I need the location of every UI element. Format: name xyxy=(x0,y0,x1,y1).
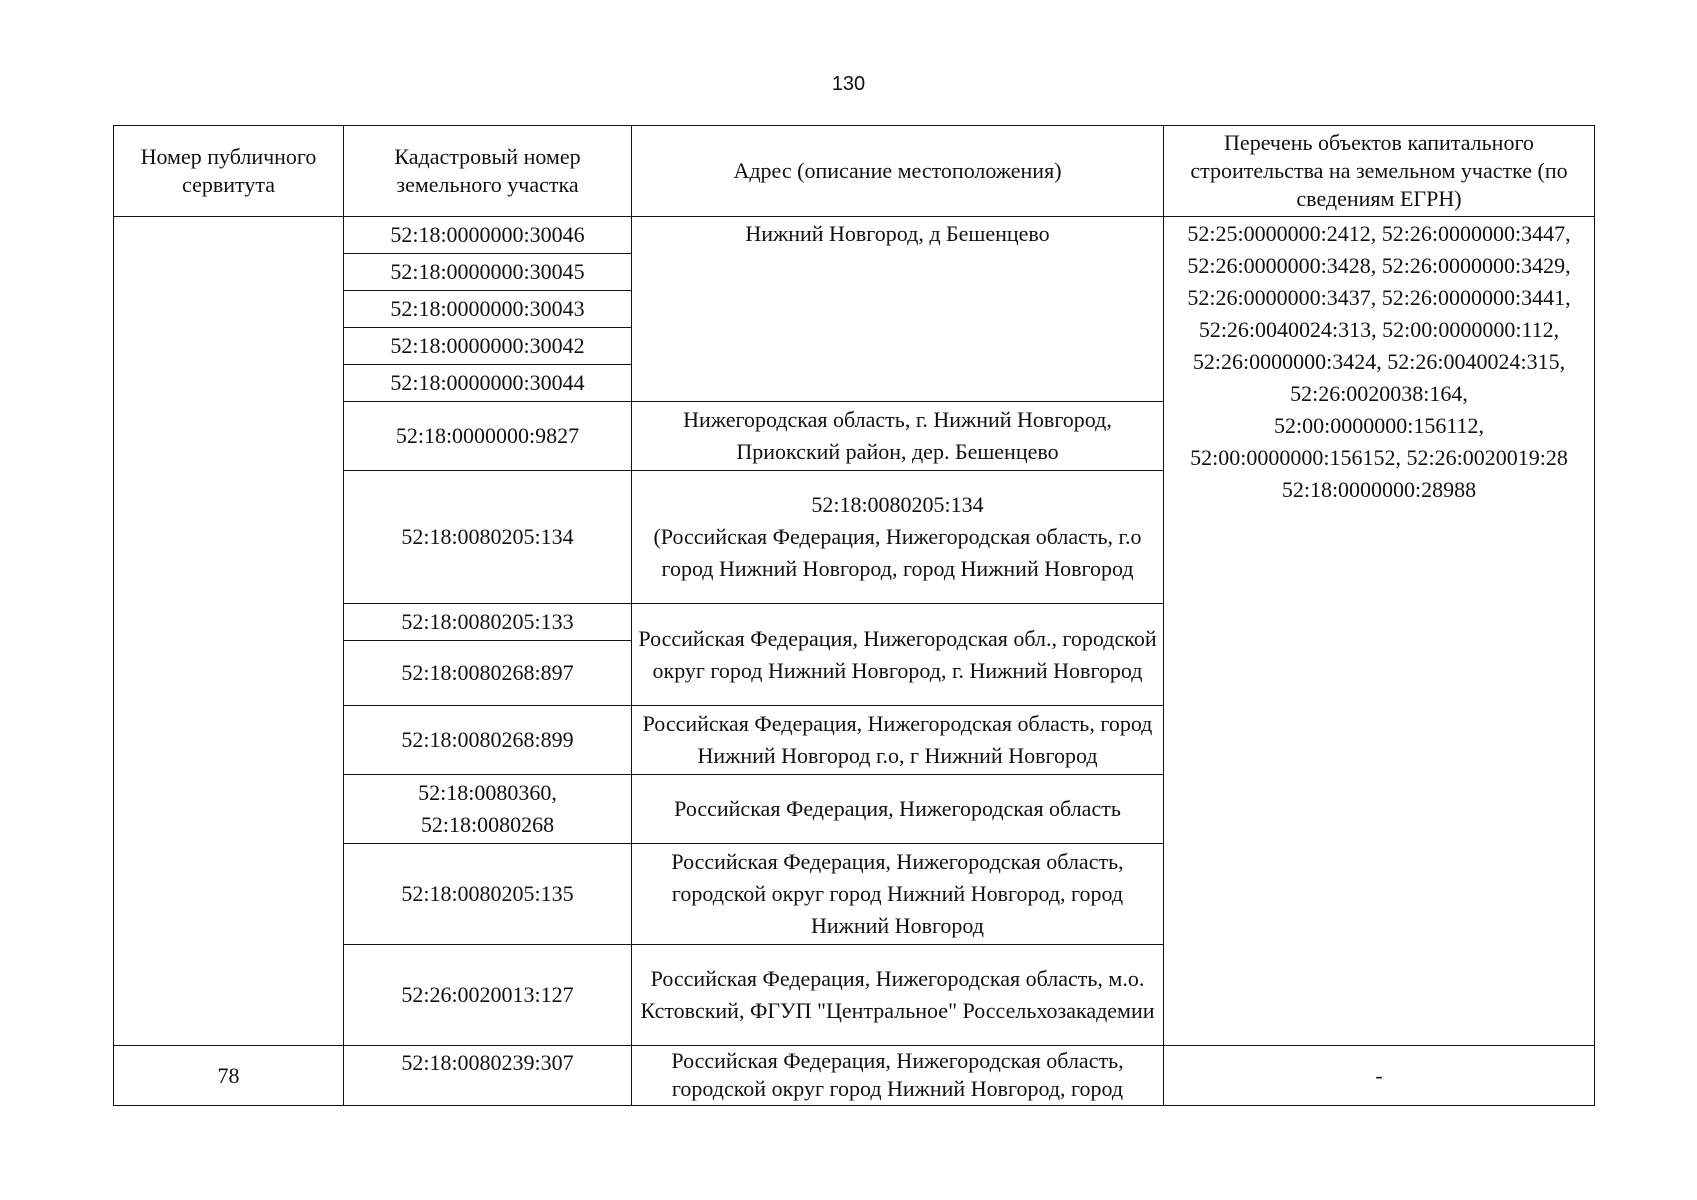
objects-line: 52:25:0000000:2412, 52:26:0000000:3447, xyxy=(1187,221,1571,246)
header-servitude-number: Номер публичного сервитута xyxy=(114,126,344,217)
header-address: Адрес (описание местоположения) xyxy=(632,126,1164,217)
cadastral-cell: 52:18:0000000:9827 xyxy=(344,402,632,471)
objects-line: 52:18:0000000:28988 xyxy=(1281,477,1477,502)
address-cell xyxy=(632,471,1164,604)
cadastral-cell: 52:18:0080268:897 xyxy=(344,641,632,706)
table-row xyxy=(114,1046,1595,1106)
cadastral-cell: 52:26:0020013:127 xyxy=(344,945,632,1046)
servitude-number-cell xyxy=(114,217,344,1046)
header-row xyxy=(114,126,1595,217)
cadastral-cell: 52:18:0080205:135 xyxy=(344,844,632,945)
cadastral-cell: 52:18:0080268:899 xyxy=(344,706,632,775)
cadastral-cell: 52:18:0000000:30042 xyxy=(344,328,632,365)
address-cell: Российская Федерация, Нижегородская обл., городской округ город Нижний Новгород, г. Нижний Новгород xyxy=(632,604,1164,706)
cadastral-cell: 52:18:0080205:133 xyxy=(344,604,632,641)
objects-line: 52:26:0000000:3428, 52:26:0000000:3429, xyxy=(1187,253,1571,278)
cadastral-line: 52:18:0080360, xyxy=(418,780,557,805)
cadastral-cell: 52:18:0000000:30043 xyxy=(344,291,632,328)
address-line: 52:18:0080205:134 xyxy=(811,492,984,517)
address-cell: Российская Федерация, Нижегородская область, городской округ город Нижний Новгород, город xyxy=(632,1046,1164,1106)
address-cell: Российская Федерация, Нижегородская область, городской округ город Нижний Новгород, город Нижний Новгород xyxy=(632,844,1164,945)
cadastral-line: 52:18:0080268 xyxy=(420,812,555,837)
cadastral-cell xyxy=(344,775,632,844)
servitude-table xyxy=(113,125,1595,1106)
address-cell: Российская Федерация, Нижегородская область, м.о. Кстовский, ФГУП "Центральное" Россельхозакадемии xyxy=(632,945,1164,1046)
objects-cell xyxy=(1164,217,1595,1046)
servitude-number-cell: 78 xyxy=(114,1046,344,1106)
cadastral-cell: 52:18:0000000:30044 xyxy=(344,365,632,402)
address-line: (Российская Федерация, Нижегородская область, г.о город Нижний Новгород, город Нижний Новгород xyxy=(653,524,1142,581)
cadastral-cell: 52:18:0000000:30045 xyxy=(344,254,632,291)
objects-line: 52:26:0000000:3437, 52:26:0000000:3441, xyxy=(1187,285,1571,310)
objects-line: 52:26:0020038:164, xyxy=(1290,381,1468,406)
header-objects: Перечень объектов капитального строительства на земельном участке (по сведениям ЕГРН) xyxy=(1164,126,1595,217)
objects-line: 52:00:0000000:156112, xyxy=(1273,413,1485,438)
cadastral-cell: 52:18:0000000:30046 xyxy=(344,217,632,254)
objects-line: 52:26:0040024:313, 52:00:0000000:112, xyxy=(1198,317,1560,342)
cadastral-cell: 52:18:0080239:307 xyxy=(344,1046,632,1106)
objects-line: 52:00:0000000:156152, 52:26:0020019:28 xyxy=(1190,445,1568,470)
address-cell: Нижегородская область, г. Нижний Новгород, Приокский район, дер. Бешенцево xyxy=(632,402,1164,471)
address-cell: Российская Федерация, Нижегородская область, город Нижний Новгород г.о, г Нижний Новгород xyxy=(632,706,1164,775)
header-cadastral-number: Кадастровый номер земельного участка xyxy=(344,126,632,217)
objects-cell: - xyxy=(1164,1046,1595,1106)
address-cell: Российская Федерация, Нижегородская область xyxy=(632,775,1164,844)
address-cell: Нижний Новгород, д Бешенцево xyxy=(632,217,1164,402)
page-number: 130 xyxy=(831,73,866,95)
table-row xyxy=(114,217,1595,254)
cadastral-cell: 52:18:0080205:134 xyxy=(344,471,632,604)
objects-line: 52:26:0000000:3424, 52:26:0040024:315, xyxy=(1192,349,1566,374)
